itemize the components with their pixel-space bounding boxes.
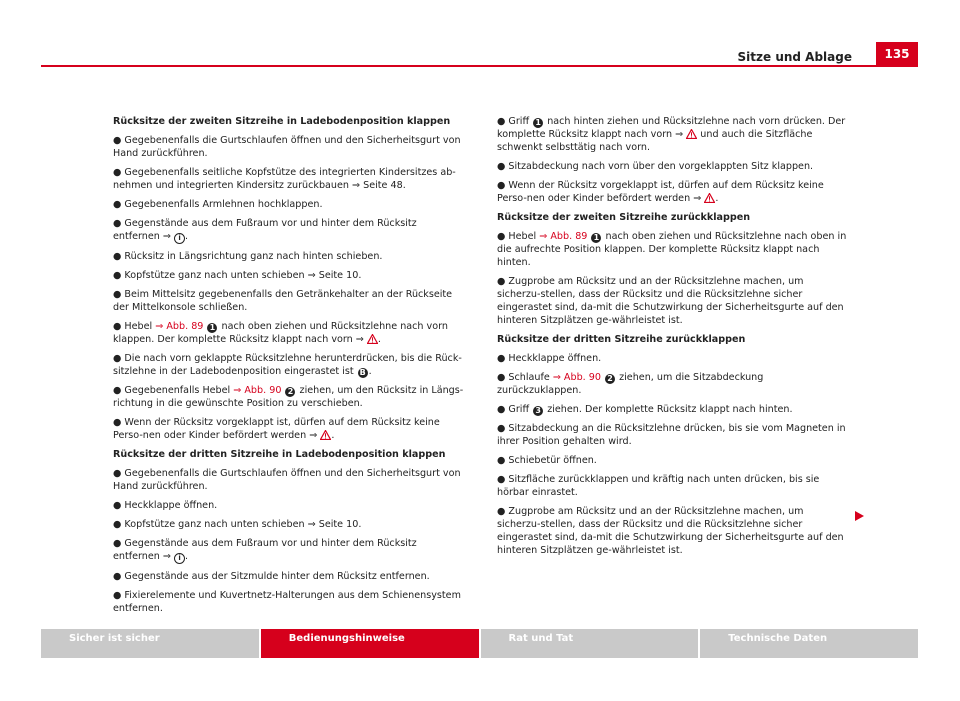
- warning-icon: [320, 430, 331, 440]
- list-item: ● Gegenstände aus dem Fußraum vor und hinter dem Rücksitz entfernen ⇒ i .: [113, 538, 417, 562]
- list-item: ● Wenn der Rücksitz vorgeklappt ist, dürfen auf dem Rücksitz keine Perso-nen oder Kinder befördert werden ⇒ .: [113, 417, 440, 441]
- list-item: ● Wenn der Rücksitz vorgeklappt ist, dürfen auf dem Rücksitz keine Perso-nen oder Kinder befördert werden ⇒ .: [497, 180, 824, 204]
- figure-link[interactable]: ⇒ Abb. 89: [539, 231, 588, 242]
- section-title: Sitze und Ablage: [737, 50, 852, 64]
- page-number: 135: [876, 42, 918, 65]
- list-item: ● Sitzfläche zurückklappen und kräftig nach unten drücken, bis sie hörbar einrastet.: [497, 474, 820, 498]
- tab-technische-daten[interactable]: Technische Daten: [700, 629, 918, 658]
- figure-link[interactable]: ⇒ Abb. 89: [155, 321, 204, 332]
- list-item: ● Die nach vorn geklappte Rücksitzlehne herunterdrücken, bis die Rück-sitzlehne in der Ladebodenposition eingerastet ist B .: [113, 353, 462, 377]
- tab-sicher-ist-sicher[interactable]: Sicher ist sicher: [41, 629, 259, 658]
- list-item: ● Gegebenenfalls die Gurtschlaufen öffnen und den Sicherheitsgurt von Hand zurückführen.: [113, 468, 461, 492]
- callout-number: 2: [605, 374, 615, 384]
- left-column: [113, 115, 465, 621]
- list-item: ● Kopfstütze ganz nach unten schieben ⇒ Seite 10.: [113, 270, 362, 281]
- note-icon: i: [174, 233, 185, 244]
- list-item: ● Schlaufe ⇒ Abb. 90 2 ziehen, um die Sitzabdeckung zurückzuklappen.: [497, 372, 764, 396]
- right-column: [497, 115, 849, 563]
- list-item: ● Rücksitz in Längsrichtung ganz nach hinten schieben.: [113, 251, 383, 262]
- callout-number: 3: [533, 406, 543, 416]
- list-item: ● Hebel ⇒ Abb. 89 1 nach oben ziehen und Rücksitzlehne nach vorn klappen. Der komplette Rücksitz klappt nach vorn ⇒ .: [113, 321, 448, 345]
- list-item: ● Zugprobe am Rücksitz und an der Rücksitzlehne machen, um sicherzu-stellen, dass der Rücksitz und die Rücksitzlehne sicher eingerastet sind, da-mit die Schutzwirkung der Sicherheitsgurte auf den hinteren Sitzplätzen ge-währleistet ist.: [497, 276, 844, 326]
- list-item: ● Heckklappe öffnen.: [497, 353, 602, 364]
- list-item: ● Schiebetür öffnen.: [497, 455, 597, 466]
- list-item: ● Fixierelemente und Kuvertnetz-Halterungen aus dem Schienensystem entfernen.: [113, 590, 461, 614]
- list-item: ● Sitzabdeckung nach vorn über den vorgeklappten Sitz klappen.: [497, 161, 814, 172]
- heading-third-row-fold: Rücksitze der dritten Sitzreihe in Ladebodenposition klappen: [113, 449, 446, 460]
- continue-arrow-icon: [855, 511, 864, 521]
- list-item: ● Gegebenenfalls die Gurtschlaufen öffnen und den Sicherheitsgurt von Hand zurückführen.: [113, 135, 461, 159]
- list-item: ● Gegenstände aus dem Fußraum vor und hinter dem Rücksitz entfernen ⇒ i .: [113, 218, 417, 242]
- callout-number: 1: [533, 118, 543, 128]
- figure-link[interactable]: ⇒ Abb. 90: [233, 385, 282, 396]
- list-item: ● Heckklappe öffnen.: [113, 500, 218, 511]
- callout-number: 1: [207, 323, 217, 333]
- list-item: ● Gegenstände aus der Sitzmulde hinter dem Rücksitz entfernen.: [113, 571, 430, 582]
- callout-letter: B: [359, 368, 366, 377]
- tab-bedienungshinweise[interactable]: Bedienungshinweise: [261, 629, 479, 658]
- note-icon: i: [174, 553, 185, 564]
- heading-second-row-fold: Rücksitze der zweiten Sitzreihe in Ladebodenposition klappen: [113, 116, 451, 127]
- callout-number: 1: [591, 233, 601, 243]
- list-item: ● Gegebenenfalls Armlehnen hochklappen.: [113, 199, 323, 210]
- warning-icon: [704, 193, 715, 203]
- list-item: ● Beim Mittelsitz gegebenenfalls den Getränkehalter an der Rückseite der Mittelkonsole schließen.: [113, 289, 453, 313]
- header-rule: [41, 65, 918, 67]
- list-item: ● Gegebenenfalls Hebel ⇒ Abb. 90 2 ziehen, um den Rücksitz in Längs-richtung in die gewünschte Position zu verschieben.: [113, 385, 464, 409]
- list-item: ● Griff 3 ziehen. Der komplette Rücksitz klappt nach hinten.: [497, 404, 793, 415]
- callout-number: 2: [285, 387, 295, 397]
- heading-second-row-return: Rücksitze der zweiten Sitzreihe zurückklappen: [497, 212, 751, 223]
- warning-icon: [686, 129, 697, 139]
- footer-nav: [41, 629, 918, 658]
- heading-third-row-return: Rücksitze der dritten Sitzreihe zurückklappen: [497, 334, 746, 345]
- list-item: ● Zugprobe am Rücksitz und an der Rücksitzlehne machen, um sicherzu-stellen, dass der Rücksitz und die Rücksitzlehne sicher eingerastet sind, da-mit die Schutzwirkung der Sicherheitsgurte auf den hinteren Sitzplätzen ge-währleistet ist.: [497, 506, 844, 556]
- tab-rat-und-tat[interactable]: Rat und Tat: [481, 629, 699, 658]
- figure-link[interactable]: ⇒ Abb. 90: [552, 372, 601, 383]
- list-item: ● Sitzabdeckung an die Rücksitzlehne drücken, bis sie vom Magneten in ihrer Position gehalten wird.: [497, 423, 846, 447]
- list-item: ● Kopfstütze ganz nach unten schieben ⇒ Seite 10.: [113, 519, 362, 530]
- list-item: ● Hebel ⇒ Abb. 89 1 nach oben ziehen und Rücksitzlehne nach oben in die aufrechte Position klappen. Der komplette Rücksitz klappt nach hinten.: [497, 231, 847, 268]
- warning-icon: [367, 334, 378, 344]
- list-item: ● Griff 1 nach hinten ziehen und Rücksitzlehne nach vorn drücken. Der komplette Rücksitz klappt nach vorn ⇒ und auch die Sitzfläche schwenkt selbsttätig nach vorn.: [497, 116, 846, 153]
- list-item: ● Gegebenenfalls seitliche Kopfstütze des integrierten Kindersitzes ab-nehmen und integrierten Kindersitz zurückbauen ⇒ Seite 48.: [113, 167, 456, 191]
